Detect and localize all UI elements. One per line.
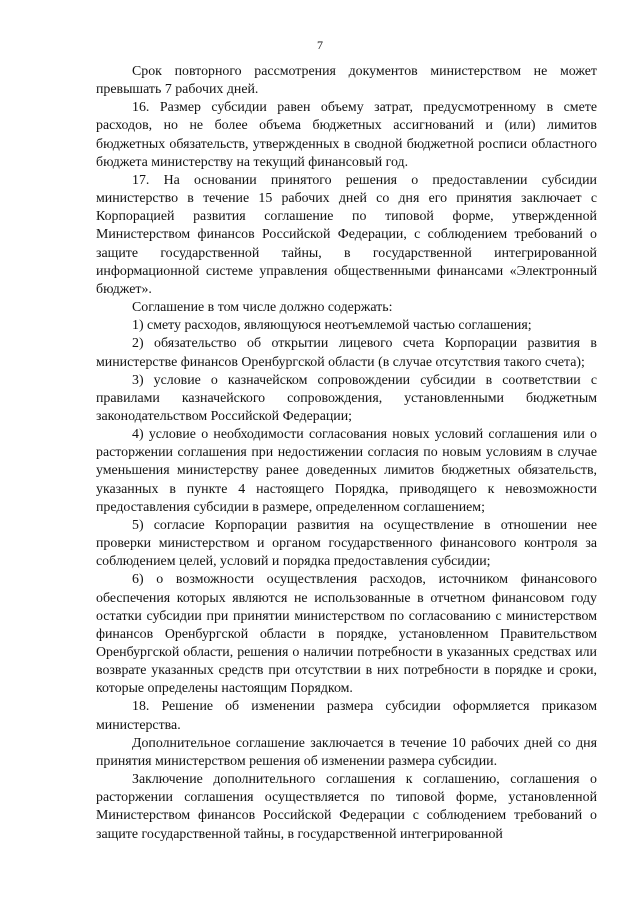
list-item-3-treasury-support: 3) условие о казначейском сопровождении субсидии в соответствии с правилами казначейского сопровождения, установленными бюджетным законодательством Российской Федерации; xyxy=(96,372,597,424)
paragraph-16-subsidy-amount: 16. Размер субсидии равен объему затрат, предусмотренному в смете расходов, но не более объема бюджетных ассигнований и (или) лимитов бюджетных обязательств, утвержденных в сводной бюджетной росписи областного бюджета министерству на текущий финансовый год. xyxy=(96,100,597,170)
paragraph-additional-agreement-form: Заключение дополнительного соглашения к соглашению, соглашения о расторжении соглашения осуществляется по типовой форме, установленной Министерством финансов Российской Федерации с соблюдением требований о защите государственной тайны, в государственной интегрированной xyxy=(96,772,597,842)
list-item-4-new-conditions: 4) условие о необходимости согласования новых условий соглашения или о расторжении соглашения при недостижении согласия по новым условиям в случае уменьшения министерству ранее доведенных лимитов бюджетных обязательств, указанных в пункте 4 настоящего Порядка, приводящего к невозможности предоставления субсидии в размере, определенном соглашением; xyxy=(96,427,597,515)
paragraph-agreement-contents-intro: Соглашение в том числе должно содержать: xyxy=(132,300,393,316)
paragraph-review-period: Срок повторного рассмотрения документов министерством не может превышать 7 рабочих дней. xyxy=(96,64,597,98)
list-item-2-personal-account: 2) обязательство об открытии лицевого счета Корпорации развития в министерстве финансов Оренбургской области (в случае отсутствия такого счета); xyxy=(96,336,597,370)
paragraph-17-agreement: 17. На основании принятого решения о предоставлении субсидии министерство в течение 15 рабочих дней со дня его принятия заключает с Корпорацией развития соглашение по типовой форме, утвержденной Министерством финансов Российской Федерации, с соблюдением требований о защите государственной тайны, в государственной интегрированной информационной системе управления общественными финансами «Электронный бюджет». xyxy=(96,172,597,297)
page-number: 7 xyxy=(317,38,323,52)
paragraph-18-size-change: 18. Решение об изменении размера субсидии оформляется приказом министерства. xyxy=(96,699,597,733)
document-body xyxy=(96,63,597,844)
list-item-5-audit-consent: 5) согласие Корпорации развития на осуществление в отношении нее проверки министерством и органом государственного финансового контроля за соблюдением целей, условий и порядка предоставления субсидии; xyxy=(96,517,597,570)
paragraph-additional-agreement: Дополнительное соглашение заключается в течение 10 рабочих дней со дня принятия министерством решения об изменении размера субсидии. xyxy=(96,735,597,769)
list-item-1-budget-estimate: 1) смету расходов, являющуюся неотъемлемой частью соглашения; xyxy=(132,318,532,334)
list-item-6-unused-balances: 6) о возможности осуществления расходов, источником финансового обеспечения которых являются не использованные в отчетном финансовом году остатки субсидии при принятии министерством по согласованию с министерством финансов Оренбургской области в порядке, установленном Правительством Оренбургской области, решения о наличии потребности в указанных средствах или возврате указанных средств при отсутствии в них потребности в порядке и сроки, которые определены настоящим Порядком. xyxy=(96,572,597,697)
